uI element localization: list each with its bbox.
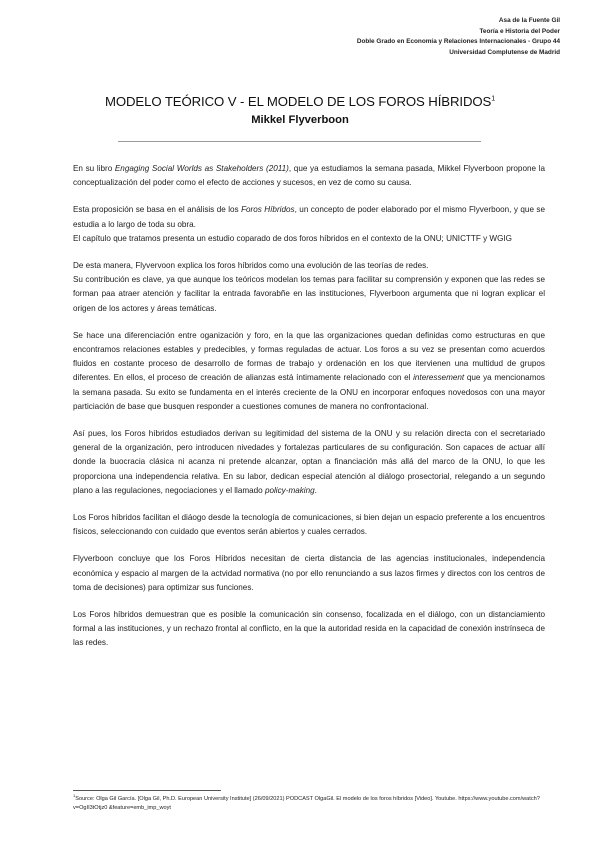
paragraph-text: que ya mencionamos la semana pasada. Su exito se fundamenta en el interés creciente de la ONU en incorporar enfoques novedosos con una mayor particiación de base que busquen responder a cuestiones comunes de manera no confrontacional. (73, 373, 545, 411)
paragraph-text: . (314, 485, 317, 495)
paragraph-1 (73, 162, 545, 190)
paragraph-8: Los Foros híbridos demuestran que es posible la comunicación sin consenso, focalizada en el diálogo, con un distanciamiento formal a las instituciones, y un rechazo frontal al conflicto, en la que la autoridad resida en la capacidad de conexión instrínseca de las redes. (73, 610, 545, 648)
header-degree: Doble Grado en Economía y Relaciones Internacionales - Grupo 44 (356, 38, 560, 45)
footnote-marker: 1 (73, 793, 76, 799)
paragraph-7: Flyverboon concluye que los Foros Híbridos necesitan de cierta distancia de las agencias institucionales, independencia económica y espacio al margen de la actvidad normativa (no por ello renunciando a sus lazos firmes y directos con los centros de toma de decisiones) para optimizar sus funciones. (73, 554, 545, 592)
paragraph-5 (73, 427, 545, 498)
header-author: Asa de la Fuente Gil (498, 17, 560, 24)
paragraph-text: Se hace una diferenciación entre oganización y foro, en la que las organizaciones quedan definidas como estructuras en que encontramos relaciones estables y predecibles, y formas reguladas de actuar. Los foros a su vez se presentan como acuerdos fluidos en costante proceso de desarrollo de formas de trabajo y ordenación en los que itervienen una multidud de grupos diferentes. En ellos, el proceso de creación de alianzas está íntimamente relacionado con el (73, 330, 545, 383)
paragraph-6: Los Foros híbridos facilitan el diáogo desde la tecnología de comunicaciones, si bien dejan un espacio preferente a los encuentros físicos, seleccionando con cuidado que eventos serán abiertos y cuales cerrados. (73, 513, 545, 537)
emphasis-term: Foros Híbridos (241, 205, 295, 215)
page-title (0, 94, 600, 109)
emphasis-term: interessement (413, 373, 465, 383)
paragraph-2 (73, 203, 545, 246)
book-title: Engaging Social Worlds as Stakeholders (2011) (114, 164, 289, 173)
document-body (73, 162, 545, 664)
paragraph-text: , que ya estudiamos la semana pasada, Mikkel Flyverboon propone la conceptualización del poder como el efecto de acciones y sucesos, en vez de como su causa. (73, 164, 545, 188)
paragraph-3 (73, 259, 545, 316)
paragraph-text: De esta manera, Flyvervoon explica los foros híbridos como una evolución de las teorías de redes. (73, 261, 429, 271)
footnote-text: Source: Olga Gil García. [Olga Gil, Ph.D. European University Institute] (26/09/2021) PODCAST OlgaGil. El modelo de los foros híbridos [Video]. Youtube. https://www.youtube.com/watch?v=OgII3tOtjz0 &feature=emb_imp_woyt (73, 796, 540, 811)
page-subtitle: Mikkel Flyverboon (251, 114, 349, 126)
paragraph-text: Su contribución es clave, ya que aunque los teóricos modelan los temas para facilitar su comprensión y exponen que las redes se forman paa atraer atención y facilitar la entrada favorabñe en las instituciones, Flyverboon argumenta que ni logran explicar el origen de los actores y áreas temáticas. (73, 275, 545, 313)
footnote-reference: 1 (491, 95, 496, 103)
footnote-divider (73, 790, 221, 791)
emphasis-term: policy-making (264, 485, 315, 495)
paragraph-text: El capítulo que tratamos presenta un estudio coparado de dos foros híbridos en el contexto de la ONU; UNICTTF y WGIG (73, 233, 512, 243)
paragraph-text: , un concepto de poder elaborado por el mismo Flyverboon, y que se estudia a lo largo de toda su obra. (73, 205, 546, 229)
header-university: Universidad Complutense de Madrid (449, 48, 560, 56)
page-title-text: MODELO TEÓRICO V - EL MODELO DE LOS FOROS HÍBRIDOS (104, 94, 492, 109)
paragraph-text: Así pues, los Foros híbridos estudiados derivan su legitimidad del sistema de la ONU y su relación directa con el secretariado general de la organización, pero introducen nivedades y fortalezas particulares de su configuración. Son capaces de actuar allí donde la buocracia clásica ni acanza ni pretende alcanzar, optan a financiación más allá del marco de la ONU, lo que les proporciona una independencia relativa. En su labor, dedican especial atención al diálogo prosectorial, relegando a un segundo plano a las regulaciones, negociaciones y el llamado (73, 429, 545, 495)
footnote (73, 795, 553, 812)
document-header (357, 16, 560, 58)
paragraph-4 (73, 329, 545, 414)
title-divider (118, 141, 481, 142)
paragraph-text: Esta proposición se basa en el análisis de los (73, 205, 242, 215)
paragraph-text: En su libro (73, 164, 115, 173)
header-course: Teoría e Historia del Poder (479, 27, 560, 35)
